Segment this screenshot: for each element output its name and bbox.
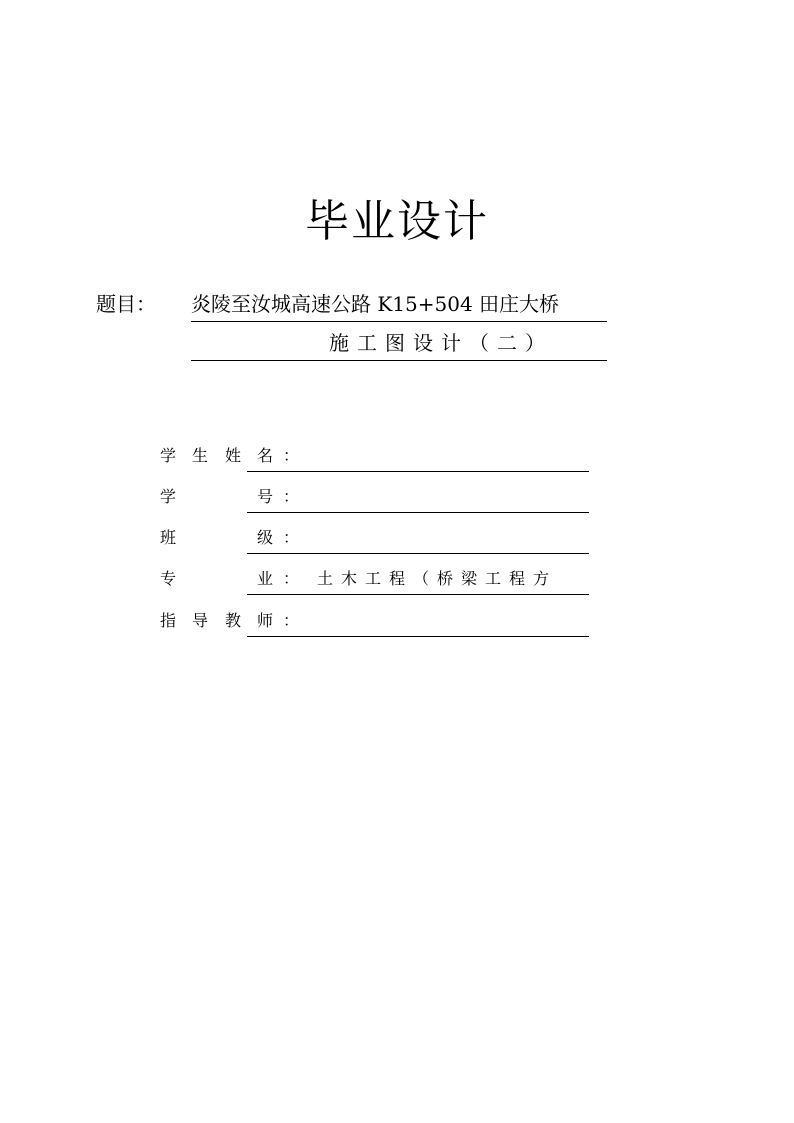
- advisor-field: [0, 606, 794, 636]
- label-char: 名: [257, 446, 274, 465]
- label-char: 生: [192, 446, 209, 465]
- class-field: [0, 523, 794, 553]
- document-title: 毕业设计: [305, 196, 489, 247]
- topic-line-2: [191, 330, 607, 361]
- label-char: 级: [257, 528, 274, 547]
- label-char: 导: [192, 611, 209, 630]
- underline: [247, 441, 589, 472]
- field-value: 土木工程（桥梁工程方: [317, 569, 558, 588]
- label-char: 师: [257, 611, 274, 630]
- label-colon: ：: [283, 611, 300, 630]
- label-colon: ：: [283, 487, 300, 506]
- topic-line-1: 炎陵至汝城高速公路 K15+504 田庄大桥: [191, 290, 607, 322]
- label-colon: ：: [283, 569, 300, 588]
- label-char: 教: [225, 611, 242, 630]
- label-char: 号: [257, 487, 274, 506]
- label-char: 学: [160, 487, 177, 506]
- underline: [247, 482, 589, 513]
- underline: [247, 523, 589, 554]
- label-char: 指: [160, 611, 177, 630]
- major-field: [0, 564, 794, 594]
- underline: [247, 606, 589, 637]
- label-char: 业: [257, 569, 274, 588]
- topic-label: 题目：: [96, 292, 156, 316]
- label-colon: ：: [283, 528, 300, 547]
- label-char: 专: [160, 569, 177, 588]
- student-name-field: [0, 441, 794, 471]
- topic-line-2-text: 施工图设计（二）: [329, 331, 553, 355]
- student-id-field: [0, 482, 794, 512]
- label-char: 班: [160, 528, 177, 547]
- label-char: 姓: [225, 446, 242, 465]
- label-colon: ：: [283, 446, 300, 465]
- label-char: 学: [160, 446, 177, 465]
